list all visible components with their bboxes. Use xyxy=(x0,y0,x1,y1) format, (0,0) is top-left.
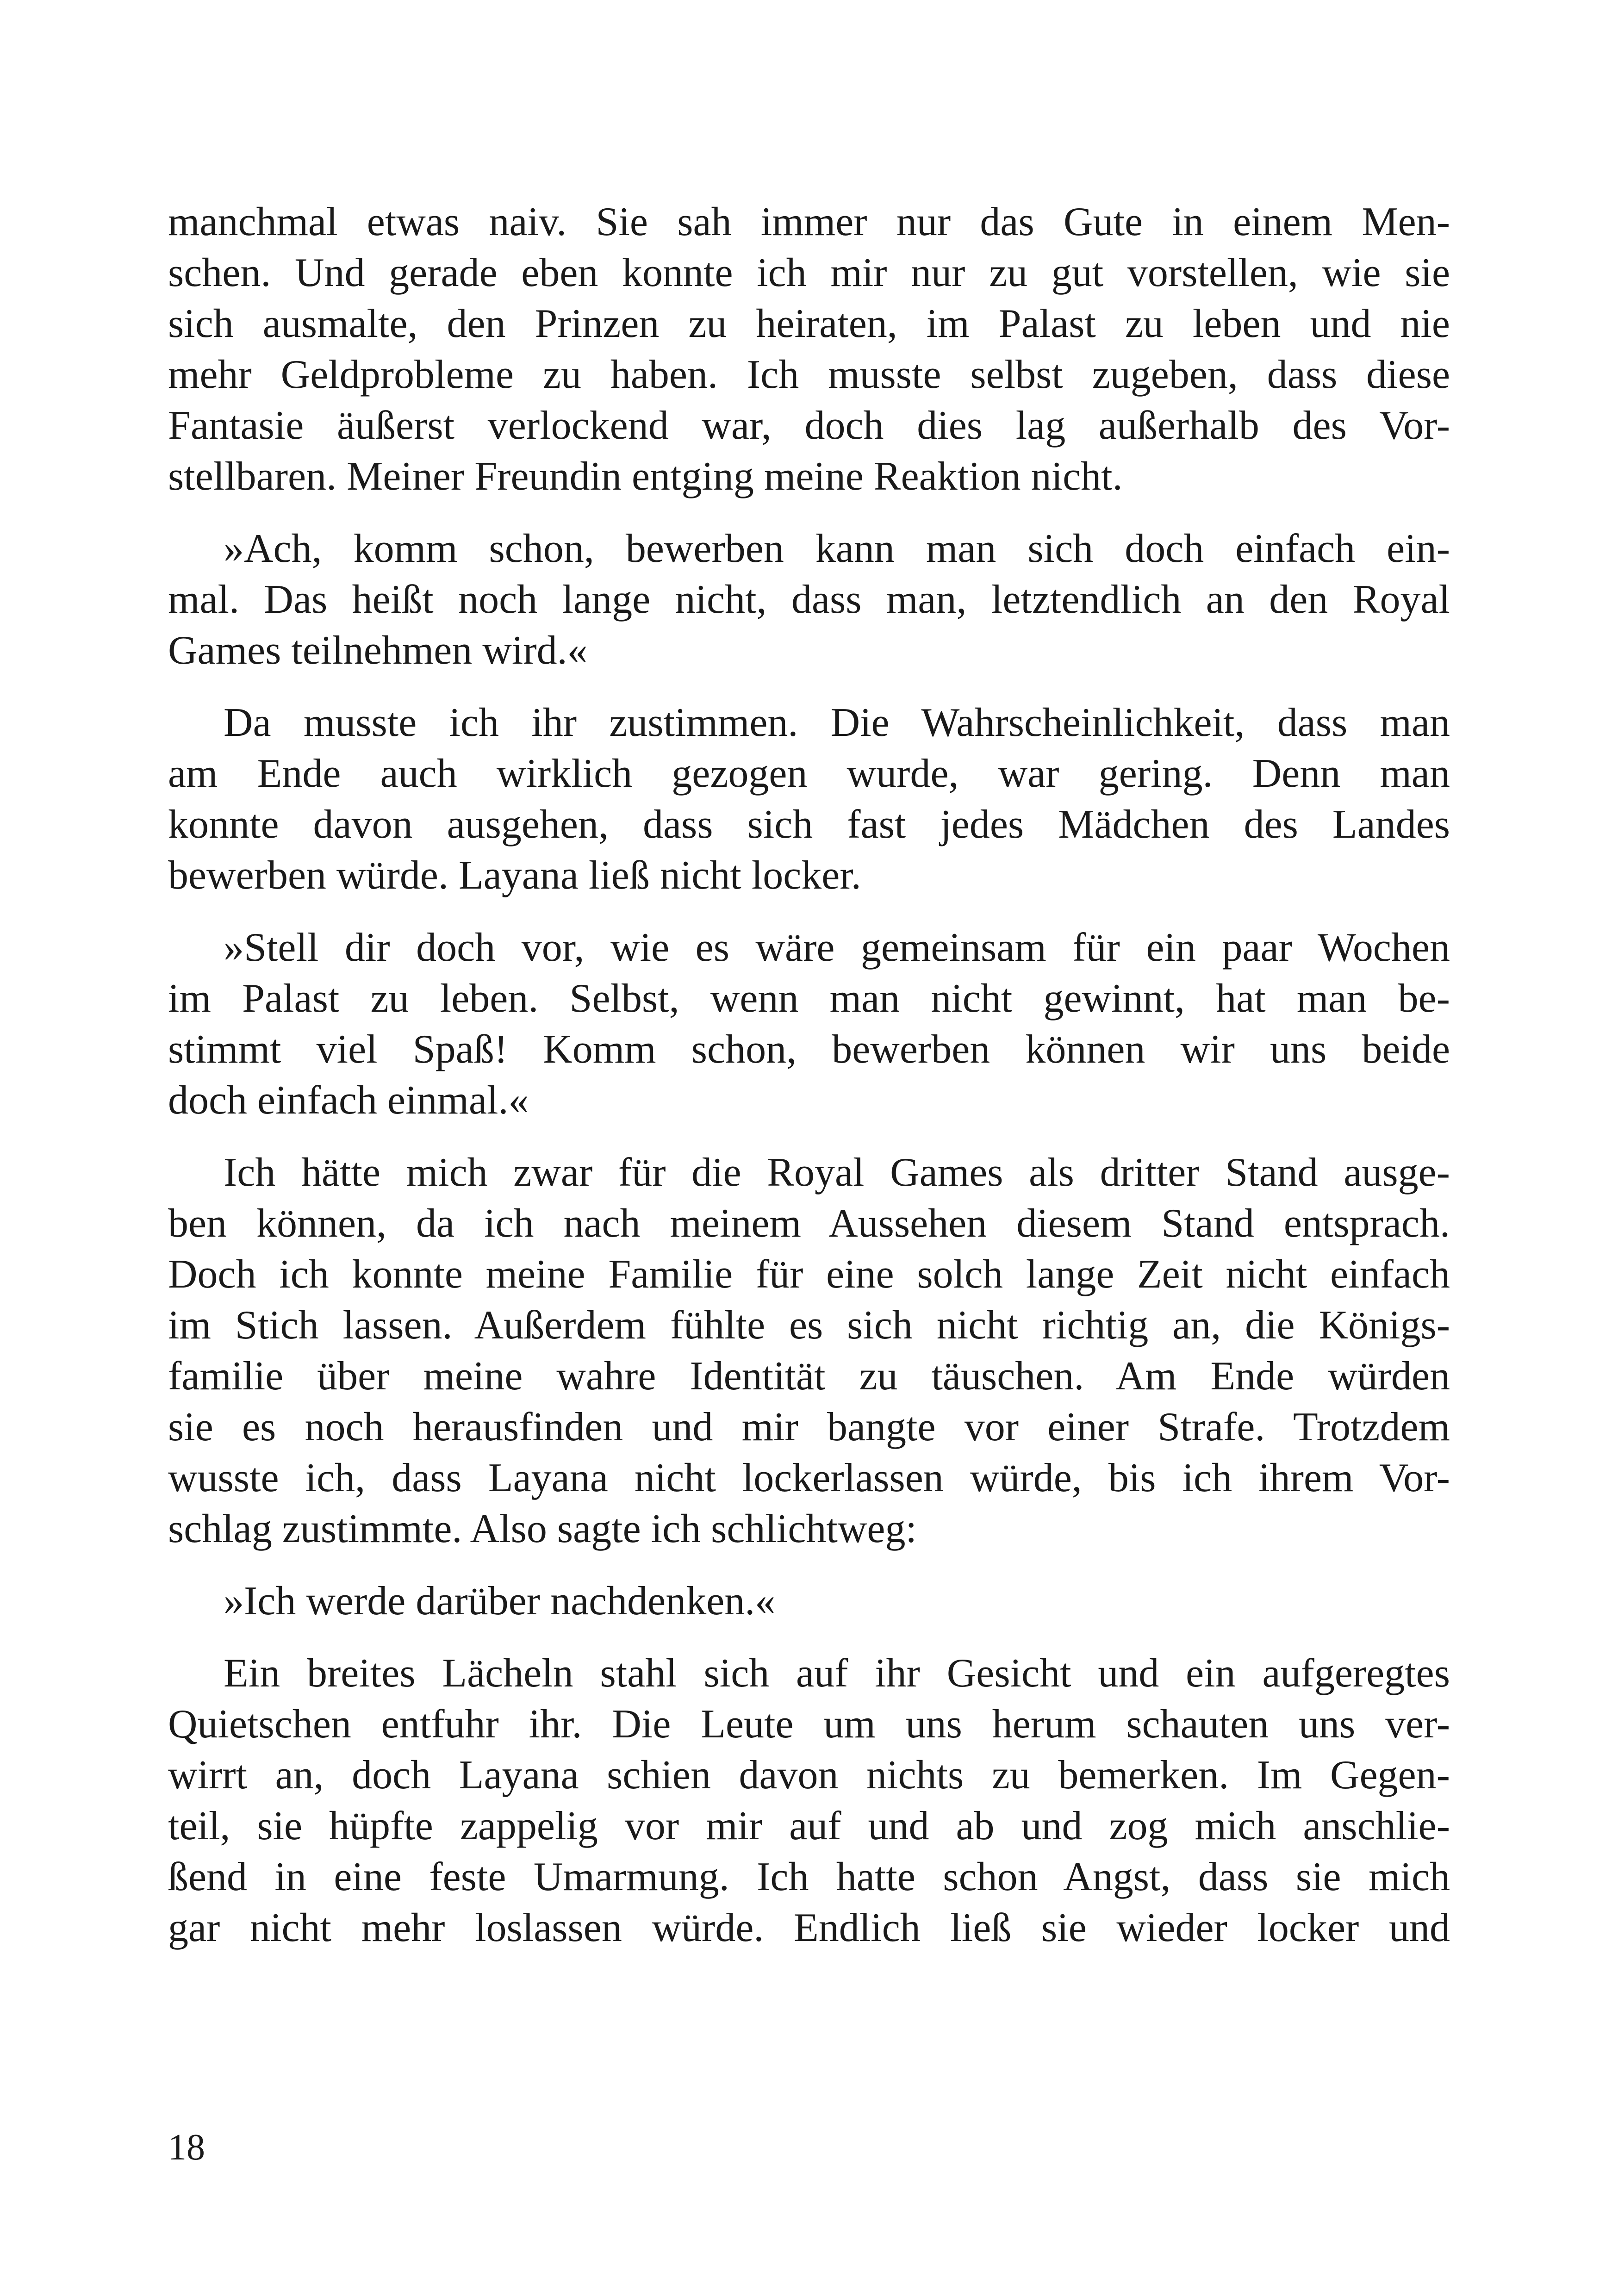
text-line: mehr Geldprobleme zu haben. Ich musste selbst zugeben, dass diese xyxy=(168,352,1450,397)
text-line: konnte davon ausgehen, dass sich fast jedes Mädchen des Landes xyxy=(168,802,1450,847)
text-line: Doch ich konnte meine Familie für eine solch lange Zeit nicht einfach xyxy=(168,1252,1450,1297)
text-line: teil, sie hüpfte zappelig vor mir auf und ab und zog mich anschlie- xyxy=(168,1804,1450,1848)
text-line: familie über meine wahre Identität zu täuschen. Am Ende würden xyxy=(168,1354,1450,1399)
text-line: im Palast zu leben. Selbst, wenn man nicht gewinnt, hat man be- xyxy=(168,976,1450,1021)
text-line: stellbaren. Meiner Freundin entging meine Reaktion nicht. xyxy=(168,454,1123,499)
text-line: sich ausmalte, den Prinzen zu heiraten, im Palast zu leben und nie xyxy=(168,301,1450,346)
text-line: ben können, da ich nach meinem Aussehen diesem Stand entsprach. xyxy=(168,1201,1450,1246)
paragraph-4 xyxy=(168,922,1450,1126)
text-line: Games teilnehmen wird.« xyxy=(168,628,588,673)
text-line: wusste ich, dass Layana nicht lockerlassen würde, bis ich ihrem Vor- xyxy=(168,1456,1450,1500)
text-line: Fantasie äußerst verlockend war, doch dies lag außerhalb des Vor- xyxy=(168,403,1450,448)
text-line: Quietschen entfuhr ihr. Die Leute um uns herum schauten uns ver- xyxy=(168,1702,1450,1747)
text-line: manchmal etwas naiv. Sie sah immer nur das Gute in einem Men- xyxy=(168,199,1450,244)
paragraph-3 xyxy=(168,697,1450,901)
text-line: Ein breites Lächeln stahl sich auf ihr Gesicht und ein aufgeregtes xyxy=(224,1651,1450,1696)
text-line: schen. Und gerade eben konnte ich mir nur zu gut vorstellen, wie sie xyxy=(168,250,1450,295)
page-number: 18 xyxy=(168,2127,205,2168)
text-line: bewerben würde. Layana ließ nicht locker. xyxy=(168,853,861,898)
text-line: »Ach, komm schon, bewerben kann man sich doch einfach ein- xyxy=(224,526,1450,571)
paragraph-5 xyxy=(168,1147,1450,1555)
body-text xyxy=(168,197,1450,1954)
text-line: am Ende auch wirklich gezogen wurde, war gering. Denn man xyxy=(168,751,1450,796)
paragraph-1 xyxy=(168,197,1450,502)
text-line: sie es noch herausfinden und mir bangte vor einer Strafe. Trotzdem xyxy=(168,1405,1450,1450)
paragraph-7 xyxy=(168,1648,1450,1954)
text-line: stimmt viel Spaß! Komm schon, bewerben können wir uns beide xyxy=(168,1027,1450,1072)
text-line: gar nicht mehr loslassen würde. Endlich ließ sie wieder locker und xyxy=(168,1905,1450,1950)
text-line: schlag zustimmte. Also sagte ich schlichtweg: xyxy=(168,1506,917,1551)
text-line: Da musste ich ihr zustimmen. Die Wahrscheinlichkeit, dass man xyxy=(224,700,1450,745)
text-line: mal. Das heißt noch lange nicht, dass man, letztendlich an den Royal xyxy=(168,577,1450,622)
text-line: »Ich werde darüber nachdenken.« xyxy=(224,1579,776,1624)
paragraph-2 xyxy=(168,523,1450,676)
text-line: im Stich lassen. Außerdem fühlte es sich nicht richtig an, die Königs- xyxy=(168,1303,1450,1348)
text-line: doch einfach einmal.« xyxy=(168,1078,529,1123)
text-line: ßend in eine feste Umarmung. Ich hatte schon Angst, dass sie mich xyxy=(168,1854,1450,1899)
text-line: wirrt an, doch Layana schien davon nichts zu bemerken. Im Gegen- xyxy=(168,1753,1450,1798)
text-line: »Stell dir doch vor, wie es wäre gemeinsam für ein paar Wochen xyxy=(224,925,1450,970)
paragraph-6 xyxy=(168,1576,1450,1627)
text-line: Ich hätte mich zwar für die Royal Games als dritter Stand ausge- xyxy=(224,1150,1450,1195)
